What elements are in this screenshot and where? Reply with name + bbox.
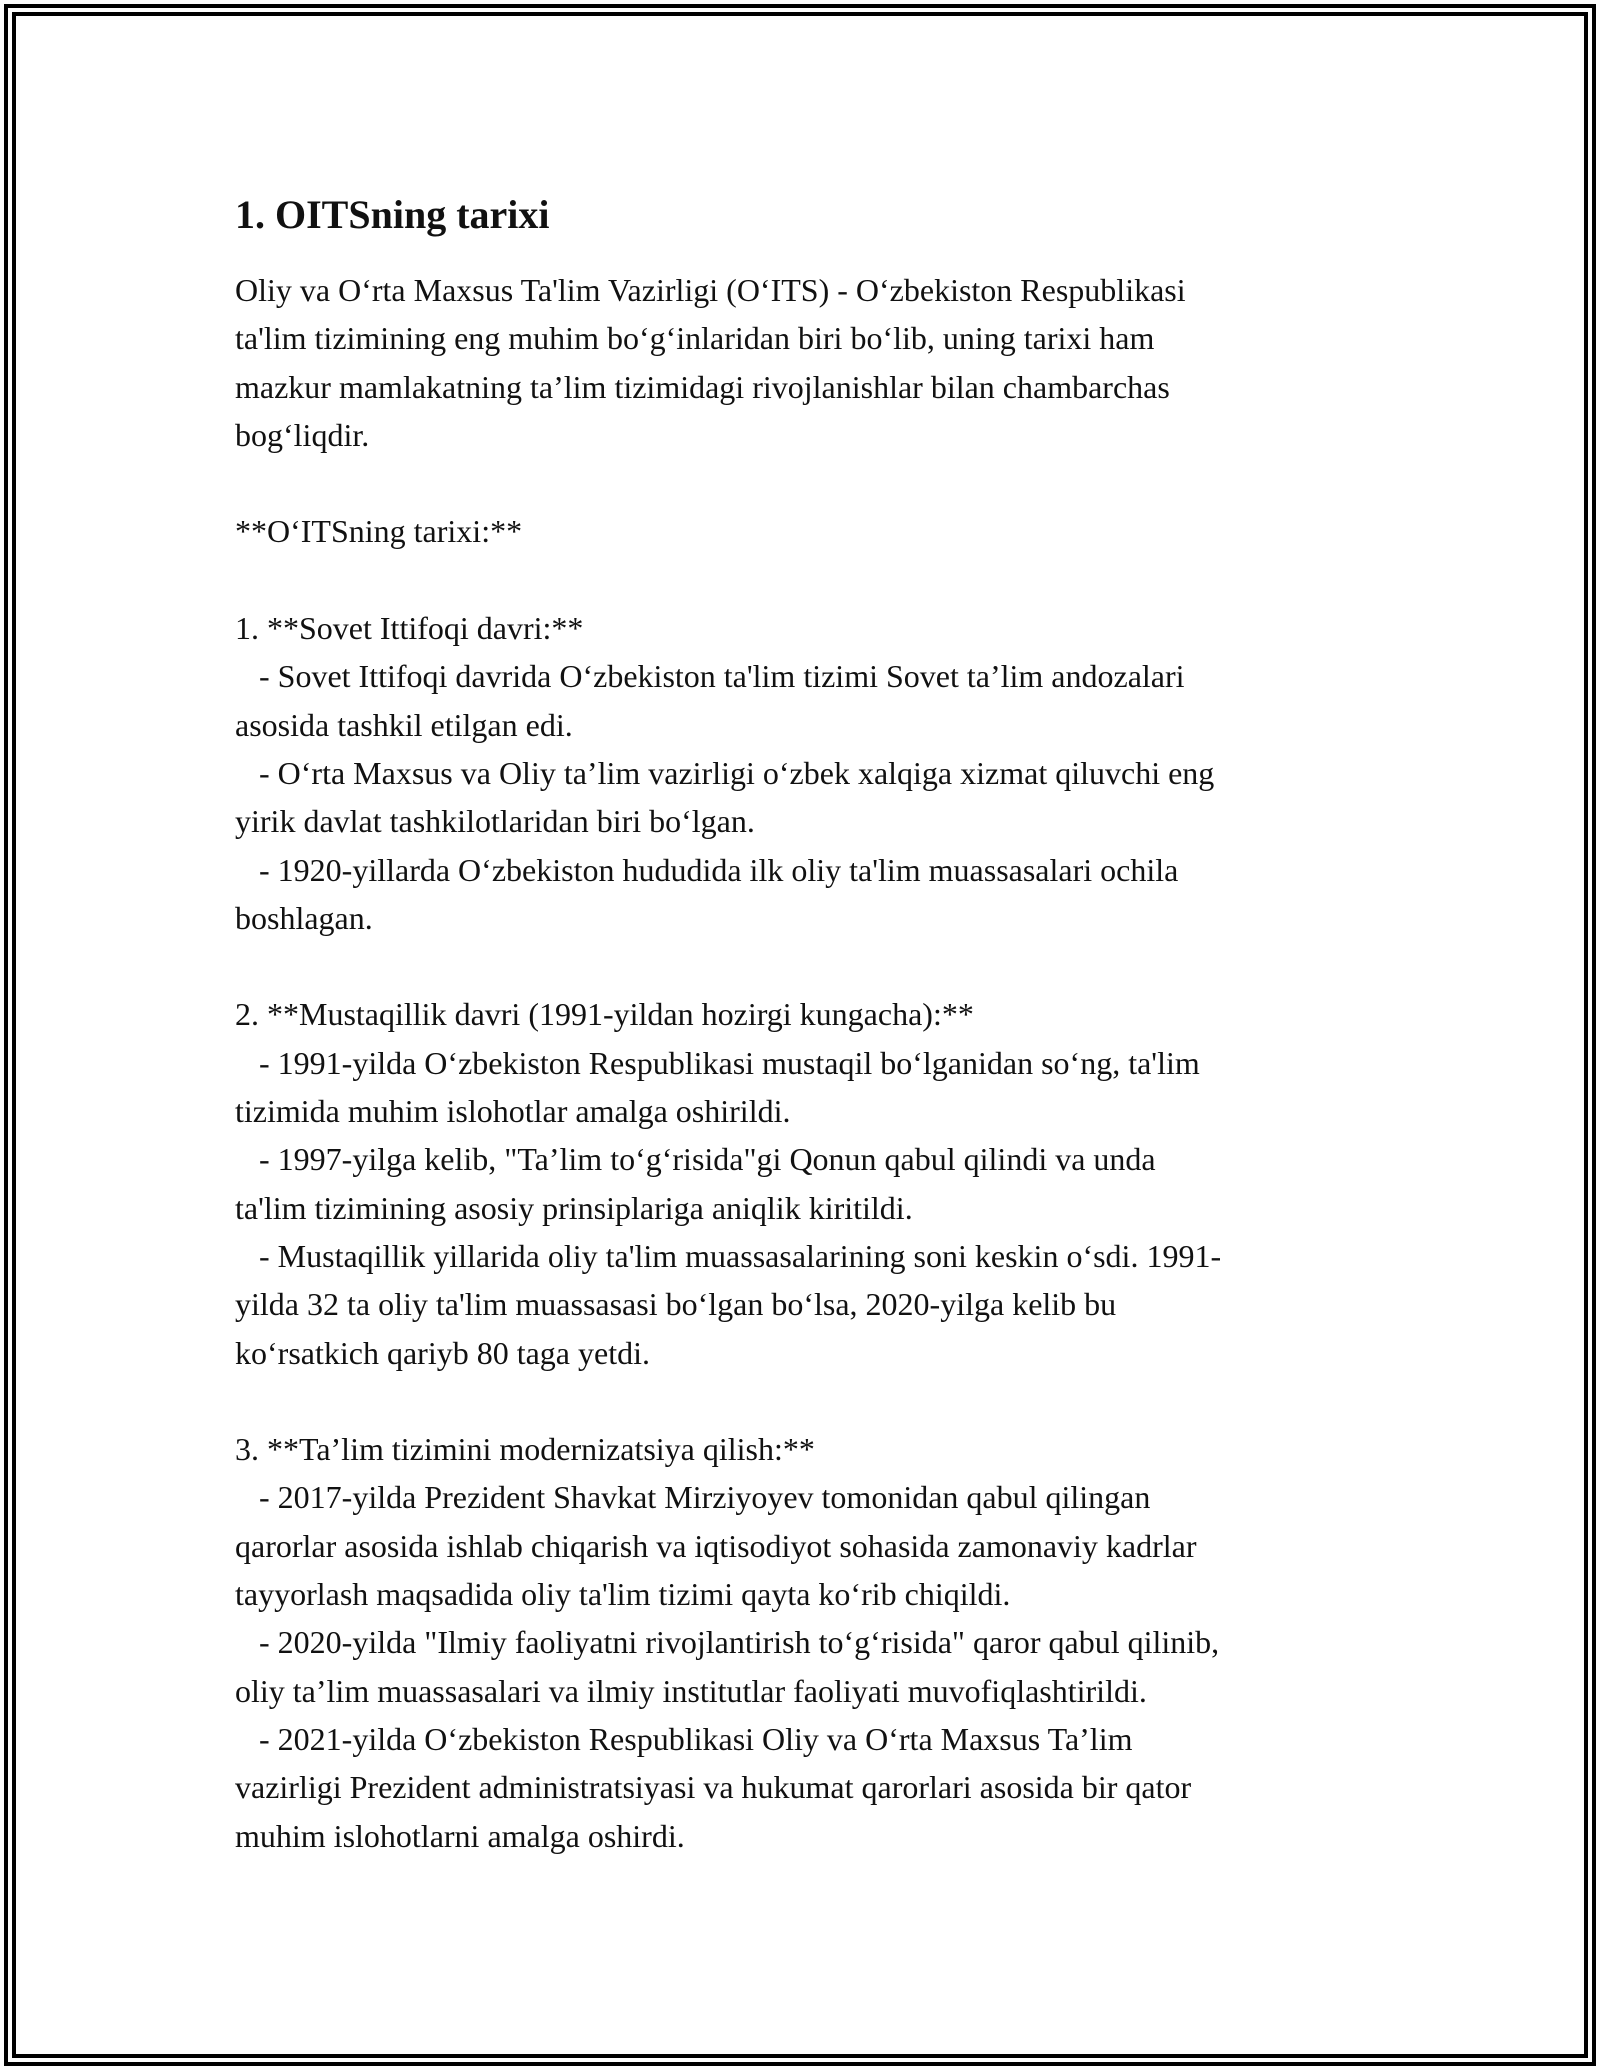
spacer <box>235 1377 1385 1425</box>
section-soviet-era: 1. **Sovet Ittifoqi davri:** - Sovet Ittifoqi davrida O‘zbekiston ta'lim tizimi Sovet ta’lim andozalari asosida tashkil etilgan edi. - O‘rta Maxsus va Oliy ta’lim vazirligi o‘zbek xalqiga xizmat qiluvchi eng yirik davlat tashkilotlaridan biri bo‘lgan. - 1920-yillarda O‘zbekiston hududida ilk oliy ta'lim muassasalari ochila boshlagan. <box>235 610 1215 936</box>
document-title: 1. OITSning tarixi <box>235 192 550 237</box>
section-independence-era: 2. **Mustaqillik davri (1991-yildan hozirgi kungacha):** - 1991-yilda O‘zbekiston Respublikasi mustaqil bo‘lganidan so‘ng, ta'lim tizimida muhim islohotlar amalga oshirildi. - 1997-yilga kelib, "Ta’lim to‘g‘risida"gi Qonun qabul qilindi va unda ta'lim tizimining asosiy prinsiplariga aniqlik kiritildi. - Mustaqillik yillarida oliy ta'lim muassasalarining soni keskin o‘sdi. 1991- yilda 32 ta oliy ta'lim muassasasi bo‘lgan bo‘lsa, 2020-yilga kelib bu ko‘rsatkich qariyb 80 taga yetdi. <box>235 996 1222 1371</box>
spacer <box>235 459 1385 507</box>
intro-paragraph: Oliy va O‘rta Maxsus Ta'lim Vazirligi (O‘ITS) - O‘zbekiston Respublikasi ta'lim tizimining eng muhim bo‘g‘inlaridan biri bo‘lib, uning tarixi ham mazkur mamlakatning ta’lim tizimidagi rivojlanishlar bilan chambarchas bog‘liqdir. <box>235 272 1186 453</box>
document-body <box>235 186 1385 1860</box>
history-heading: **O‘ITSning tarixi:** <box>235 513 523 550</box>
spacer <box>235 942 1385 990</box>
section-modernization: 3. **Ta’lim tizimini modernizatsiya qilish:** - 2017-yilda Prezident Shavkat Mirziyoyev tomonidan qabul qilingan qarorlar asosida ishlab chiqarish va iqtisodiyot sohasida zamonaviy kadrlar tayyorlash maqsadida oliy ta'lim tizimi qayta ko‘rib chiqildi. - 2020-yilda "Ilmiy faoliyatni rivojlantirish to‘g‘risida" qaror qabul qilinib, oliy ta’lim muassasalari va ilmiy institutlar faoliyati muvofiqlashtirildi. - 2021-yilda O‘zbekiston Respublikasi Oliy va O‘rta Maxsus Ta’lim vazirligi Prezident administratsiyasi va hukumat qarorlari asosida bir qator muhim islohotlarni amalga oshirdi. <box>235 1431 1220 1854</box>
spacer <box>235 556 1385 604</box>
